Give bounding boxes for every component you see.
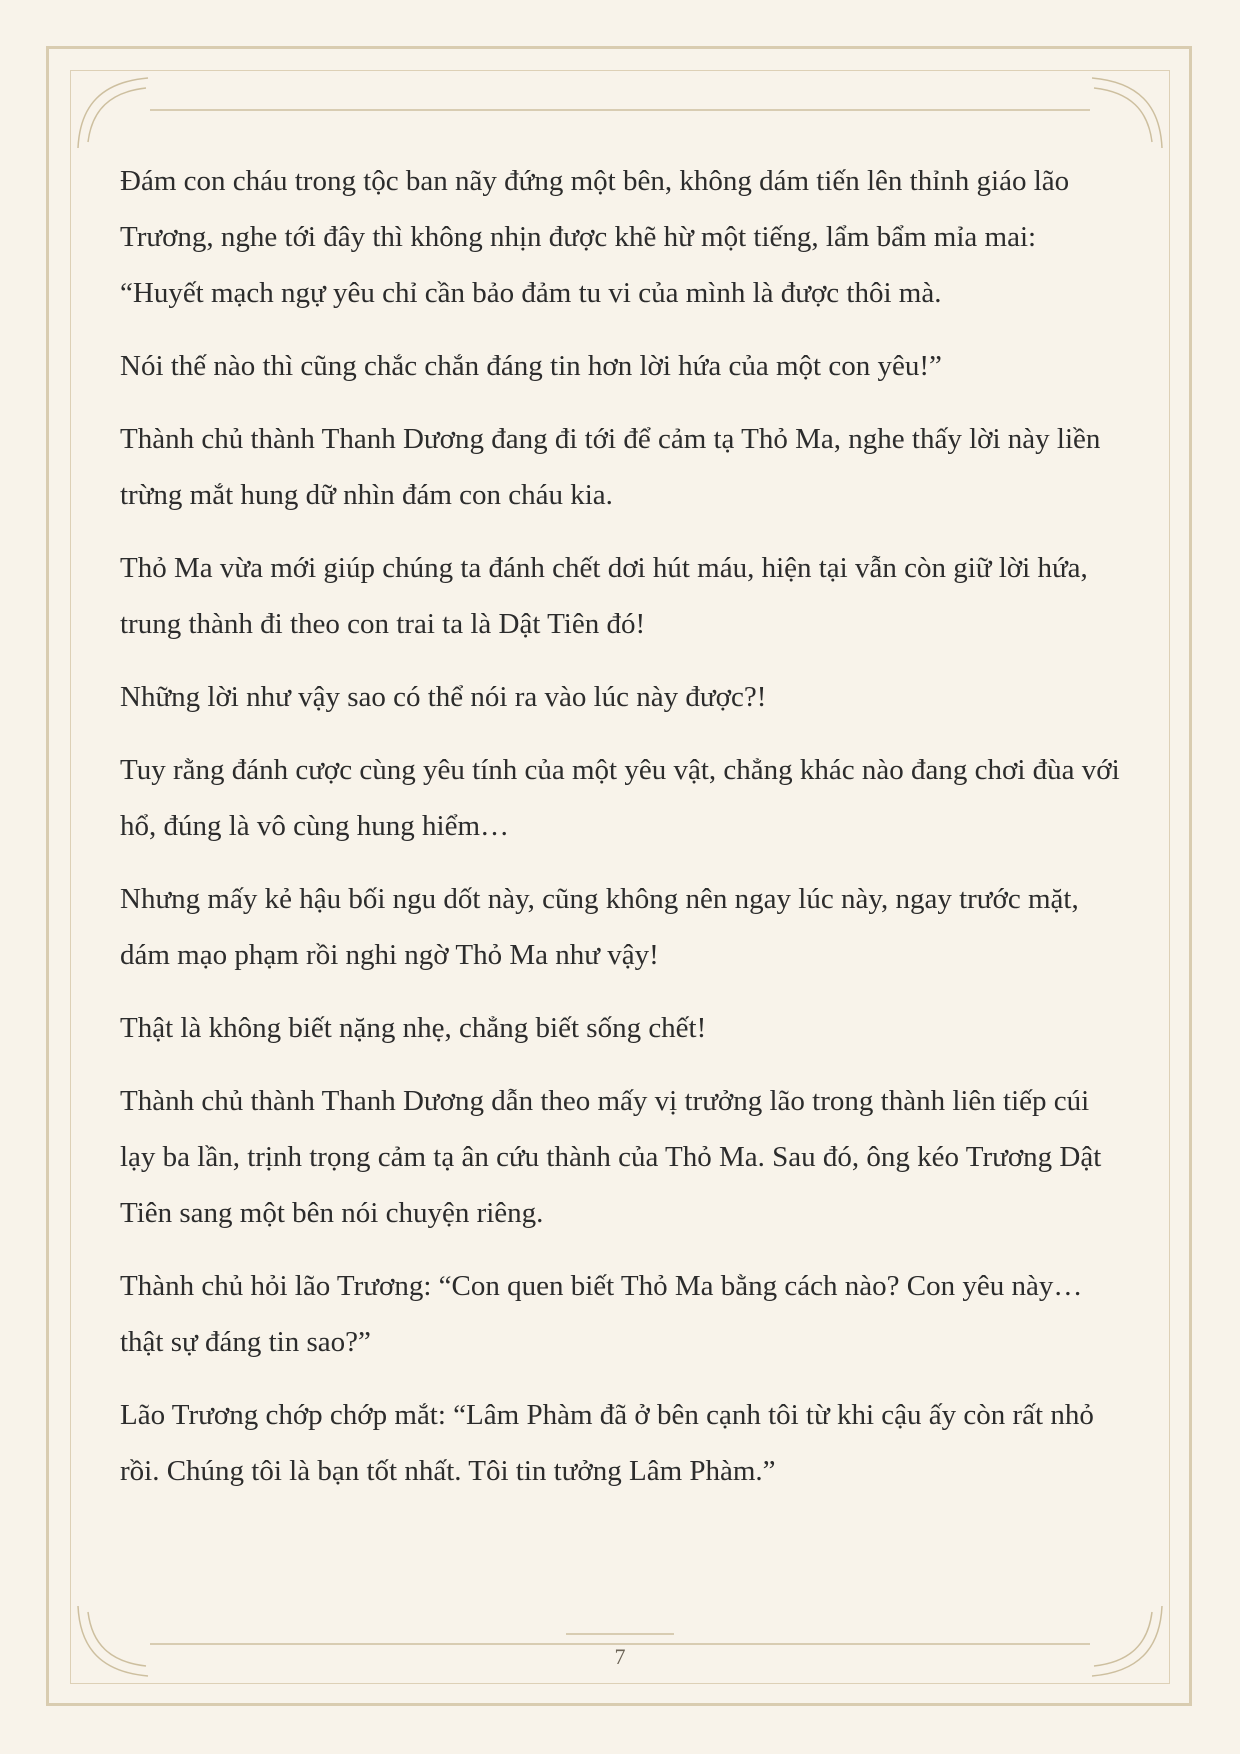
chapter-text <box>120 153 1120 1516</box>
paragraph: Thật là không biết nặng nhẹ, chẳng biết sống chết! <box>120 1012 707 1044</box>
paragraph: Nói thế nào thì cũng chắc chắn đáng tin hơn lời hứa của một con yêu!” <box>120 350 942 382</box>
paragraph: Nhưng mấy kẻ hậu bối ngu dốt này, cũng không nên ngay lúc này, ngay trước mặt, dám mạo phạm rồi nghi ngờ Thỏ Ma như vậy! <box>120 883 1079 971</box>
page-number: 7 <box>614 1644 626 1669</box>
paragraph: Tuy rằng đánh cược cùng yêu tính của một yêu vật, chẳng khác nào đang chơi đùa với hổ, đúng là vô cùng hung hiểm… <box>120 754 1120 842</box>
paragraph: Thành chủ hỏi lão Trương: “Con quen biết Thỏ Ma bằng cách nào? Con yêu này… thật sự đáng tin sao?” <box>120 1270 1083 1358</box>
paragraph: Thành chủ thành Thanh Dương đang đi tới để cảm tạ Thỏ Ma, nghe thấy lời này liền trừng mắt hung dữ nhìn đám con cháu kia. <box>120 423 1101 511</box>
paragraph: Thành chủ thành Thanh Dương dẫn theo mấy vị trưởng lão trong thành liên tiếp cúi lạy ba lần, trịnh trọng cảm tạ ân cứu thành của Thỏ Ma. Sau đó, ông kéo Trương Dật Tiên sang một bên nói chuyện riêng. <box>120 1085 1102 1229</box>
paragraph: Những lời như vậy sao có thể nói ra vào lúc này được?! <box>120 681 767 713</box>
paragraph: Đám con cháu trong tộc ban nãy đứng một bên, không dám tiến lên thỉnh giáo lão Trương, nghe tới đây thì không nhịn được khẽ hừ một tiếng, lẩm bẩm mỉa mai: “Huyết mạch ngự yêu chỉ cần bảo đảm tu vi của mình là được thôi mà. <box>120 165 1070 309</box>
paragraph: Thỏ Ma vừa mới giúp chúng ta đánh chết dơi hút máu, hiện tại vẫn còn giữ lời hứa, trung thành đi theo con trai ta là Dật Tiên đó! <box>120 552 1088 640</box>
paragraph: Lão Trương chớp chớp mắt: “Lâm Phàm đã ở bên cạnh tôi từ khi cậu ấy còn rất nhỏ rồi. Chúng tôi là bạn tốt nhất. Tôi tin tưởng Lâm Phàm.” <box>120 1399 1094 1487</box>
